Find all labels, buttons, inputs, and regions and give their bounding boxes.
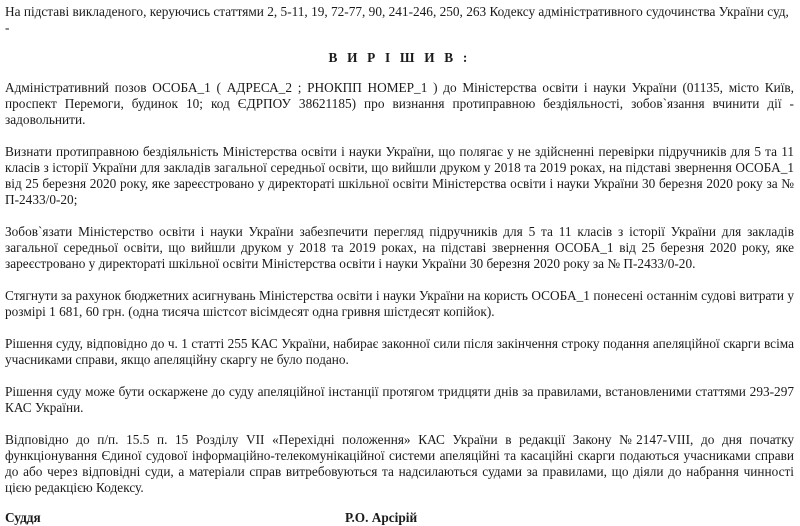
paragraph-obligation: Зобов`язати Міністерство освіти і науки України забезпечити перегляд підручників для 5 та 11 класів з історії України для закладів загальної середньої освіти, що вийшли друком у 2018 та 2019 роках, на підставі звернення ОСОБА_1 від 25 березня 2020 року, яке зареєстровано у директораті шкільної освіти Міністерства освіти і науки України 30 березня 2020 року за № П-2433/0-20. bbox=[5, 224, 794, 271]
signature-block bbox=[5, 510, 794, 526]
paragraph-legal-force: Рішення суду, відповідно до ч. 1 статті 255 КАС України, набирає законної сили після закінчення строку подання апеляційної скарги всіма учасниками справи, якщо апеляційну скаргу не було подано. bbox=[5, 336, 794, 367]
signature-role: Суддя bbox=[5, 510, 41, 525]
paragraph-court-costs: Стягнути за рахунок бюджетних асигнувань Міністерства освіти і науки України на користь ОСОБА_1 понесені останнім судові витрати у розмірі 1 681, 60 грн. (одна тисяча шістсот вісімдесят одна гривня шістдесят копійок). bbox=[5, 288, 794, 319]
decision-heading: В И Р І Ш И В : bbox=[328, 50, 471, 65]
paragraph-claim-granted: Адміністративний позов ОСОБА_1 ( АДРЕСА_2 ; РНОКПП НОМЕР_1 ) до Міністерства освіти і науки України (01135, місто Київ, проспект Перемоги, будинок 10; код ЄДРПОУ 38621185) про визнання протиправною бездіяльності, зобов`язання вчинити дії - задовольнити. bbox=[5, 80, 794, 127]
signature-name: Р.О. Арсірій bbox=[345, 510, 418, 525]
paragraph-transitional-provisions: Відповідно до п/п. 15.5 п. 15 Розділу VII «Перехідні положення» КАС України в редакції Закону №2147-VIII, до дня початку функціонування Єдиної судової інформаційно-телекомунікаційної системи апеляційні та касаційні скарги подаються учасниками справи до або через відповідні суди, а матеріали справ витребовуються та надсилаються судами за правилами, що діяли до набрання чинності цією редакцією Кодексу. bbox=[5, 432, 794, 495]
paragraph-recognize-inaction: Визнати протиправною бездіяльність Міністерства освіти і науки України, що полягає у не здійсненні перевірки підручників для 5 та 11 класів з історії України для закладів загальної середньої освіти, що вийшли друком у 2018 та 2019 роках, на підставі звернення ОСОБА_1 від 25 березня 2020 року, яке зареєстровано у директораті шкільної освіти Міністерства освіти і науки України 30 березня 2020 року за № П-2433/0-20; bbox=[5, 144, 794, 207]
paragraph-appeal: Рішення суду може бути оскаржене до суду апеляційної інстанції протягом тридцяти днів за правилами, встановленими статтями 293-297 КАС України. bbox=[5, 384, 794, 415]
intro-text: На підставі викладеного, керуючись статтями 2, 5-11, 19, 72-77, 90, 241-246, 250, 263 Кодексу адміністративного судочинства України суд, - bbox=[5, 4, 789, 35]
